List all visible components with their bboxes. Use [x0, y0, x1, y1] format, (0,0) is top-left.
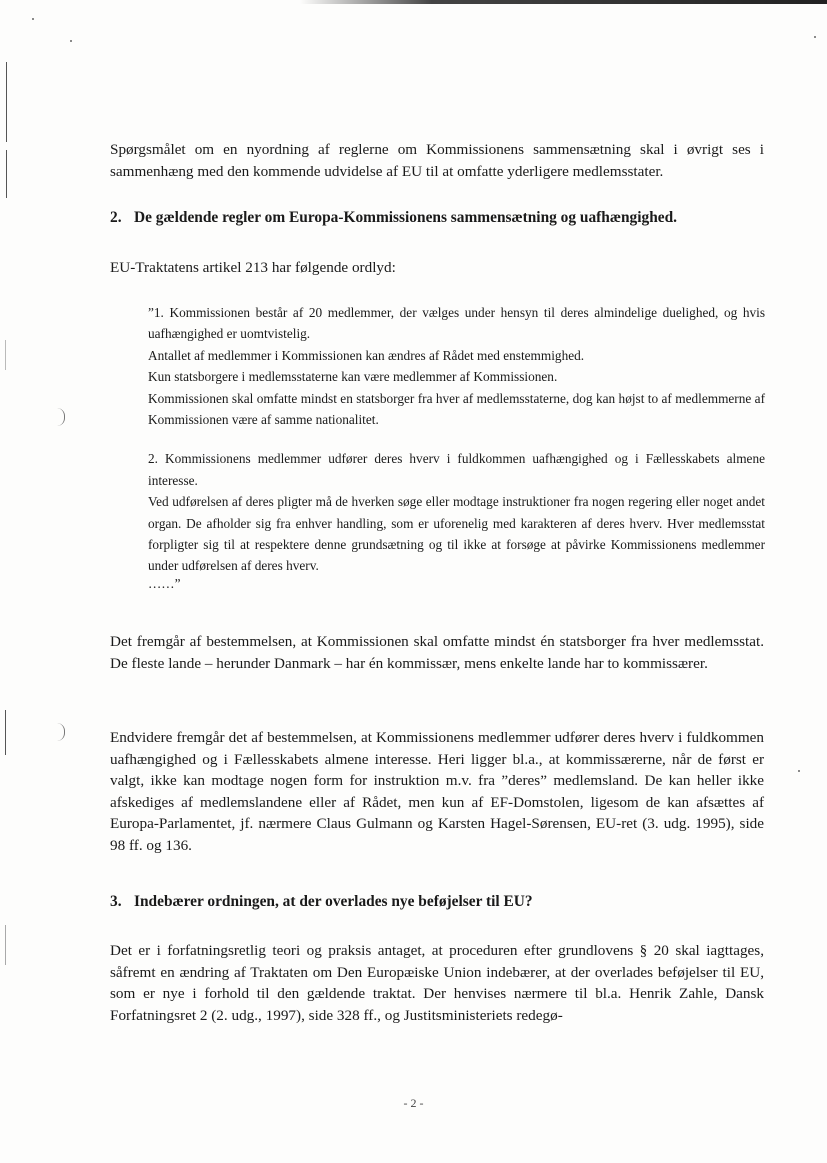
article-quote — [148, 302, 765, 591]
section-heading-2 — [110, 207, 764, 228]
quote-line: Ved udførelsen af deres pligter må de hverken søge eller modtage instruktioner fra nogen regering eller noget andet organ. De afholder sig fra enhver handling, som er uforenelig med karakteren af deres hverv. Hver medlemsstat forpligter sig til at respektere denne grundsætning og til ikke at forsøge at påvirke Kommissionens medlemmer under udførelsen af deres hverv. — [148, 494, 765, 574]
quote-line: 2. Kommissionens medlemmer udfører deres hverv i fuldkommen uafhængighed og i Fællesskabets almene interesse. — [148, 451, 765, 488]
scan-speck — [798, 770, 800, 772]
quote-line: Antallet af medlemmer i Kommissionen kan ændres af Rådet med enstemmighed. — [148, 347, 585, 363]
section-heading-3 — [110, 891, 764, 912]
scan-left-mark — [5, 710, 6, 755]
quote-line: Kommissionen skal omfatte mindst en statsborger fra hver af medlemsstaterne, dog kan højst to af medlemmerne af Kommissionen være af samme nationalitet. — [148, 390, 765, 428]
scan-left-mark — [5, 925, 6, 965]
scan-left-mark — [5, 340, 6, 370]
scan-speck — [70, 40, 72, 42]
quote-line: ”1. Kommissionen består af 20 medlemmer, der vælges under hensyn til deres almindelige duelighed, og hvis uafhængighed er uomtvistelig. — [148, 305, 765, 342]
scan-bracket-mark — [56, 723, 65, 741]
scan-speck — [814, 36, 816, 38]
paragraph-intro: Spørgsmålet om en nyordning af reglerne om Kommissionens sammensætning skal i øvrigt ses i sammenhæng med den kommende udvidelse af EU til at omfatte yderligere medlemsstater. — [110, 141, 764, 180]
scan-speck — [32, 18, 34, 20]
scan-bracket-mark — [56, 408, 65, 426]
paragraph-endvidere: Endvidere fremgår det af bestemmelsen, at Kommissionens medlemmer udfører deres hverv i fuldkommen uafhængighed og i Fællesskabets almene interesse. Heri ligger bl.a., at kommissærerne, når de først er valgt, ikke kan modtage nogen form for instruktion m.v. fra ”deres” medlemsland. De kan heller ikke afskediges af medlemslandene eller af Rådet, men kun af EF-Domstolen, ligesom de kan afsættes af Europa-Parlamentet, jf. nærmere Claus Gulmann og Karsten Hagel-Sørensen, EU-ret (3. udg. 1995), side 98 ff. og 136. — [110, 729, 764, 854]
paragraph-fremgaar: Det fremgår af bestemmelsen, at Kommissionen skal omfatte mindst én statsborger fra hver medlemsstat. De fleste lande – herunder Danmark – har én kommissær, mens enkelte lande har to kommissærer. — [110, 633, 764, 672]
paragraph-article-intro: EU-Traktatens artikel 213 har følgende ordlyd: — [110, 259, 396, 276]
paragraph-forfatning: Det er i forfatningsretlig teori og praksis antaget, at proceduren efter grundlovens § 20 skal iagttages, såfremt en ændring af Traktaten om Den Europæiske Union indebærer, at der overlades beføjelser til EU, som er nye i forhold til den gældende traktat. Der henvises nærmere til bl.a. Henrik Zahle, Dansk Forfatningsret 2 (2. udg., 1997), side 328 ff., og Justitsministeriets redegø- — [110, 942, 764, 1024]
section-number: 2. — [110, 209, 122, 226]
section-number: 3. — [110, 893, 122, 910]
section-title: De gældende regler om Europa-Kommissionens sammensætning og uafhængighed. — [134, 209, 677, 226]
page-number: - 2 - — [403, 1096, 424, 1110]
section-title: Indebærer ordningen, at der overlades nye beføjelser til EU? — [134, 893, 533, 910]
quote-line: Kun statsborgere i medlemsstaterne kan være medlemmer af Kommissionen. — [148, 369, 558, 385]
scan-top-edge — [300, 0, 827, 4]
scan-left-mark — [6, 62, 7, 142]
quote-ellipsis: ……” — [148, 575, 181, 591]
scan-left-mark — [6, 150, 7, 198]
